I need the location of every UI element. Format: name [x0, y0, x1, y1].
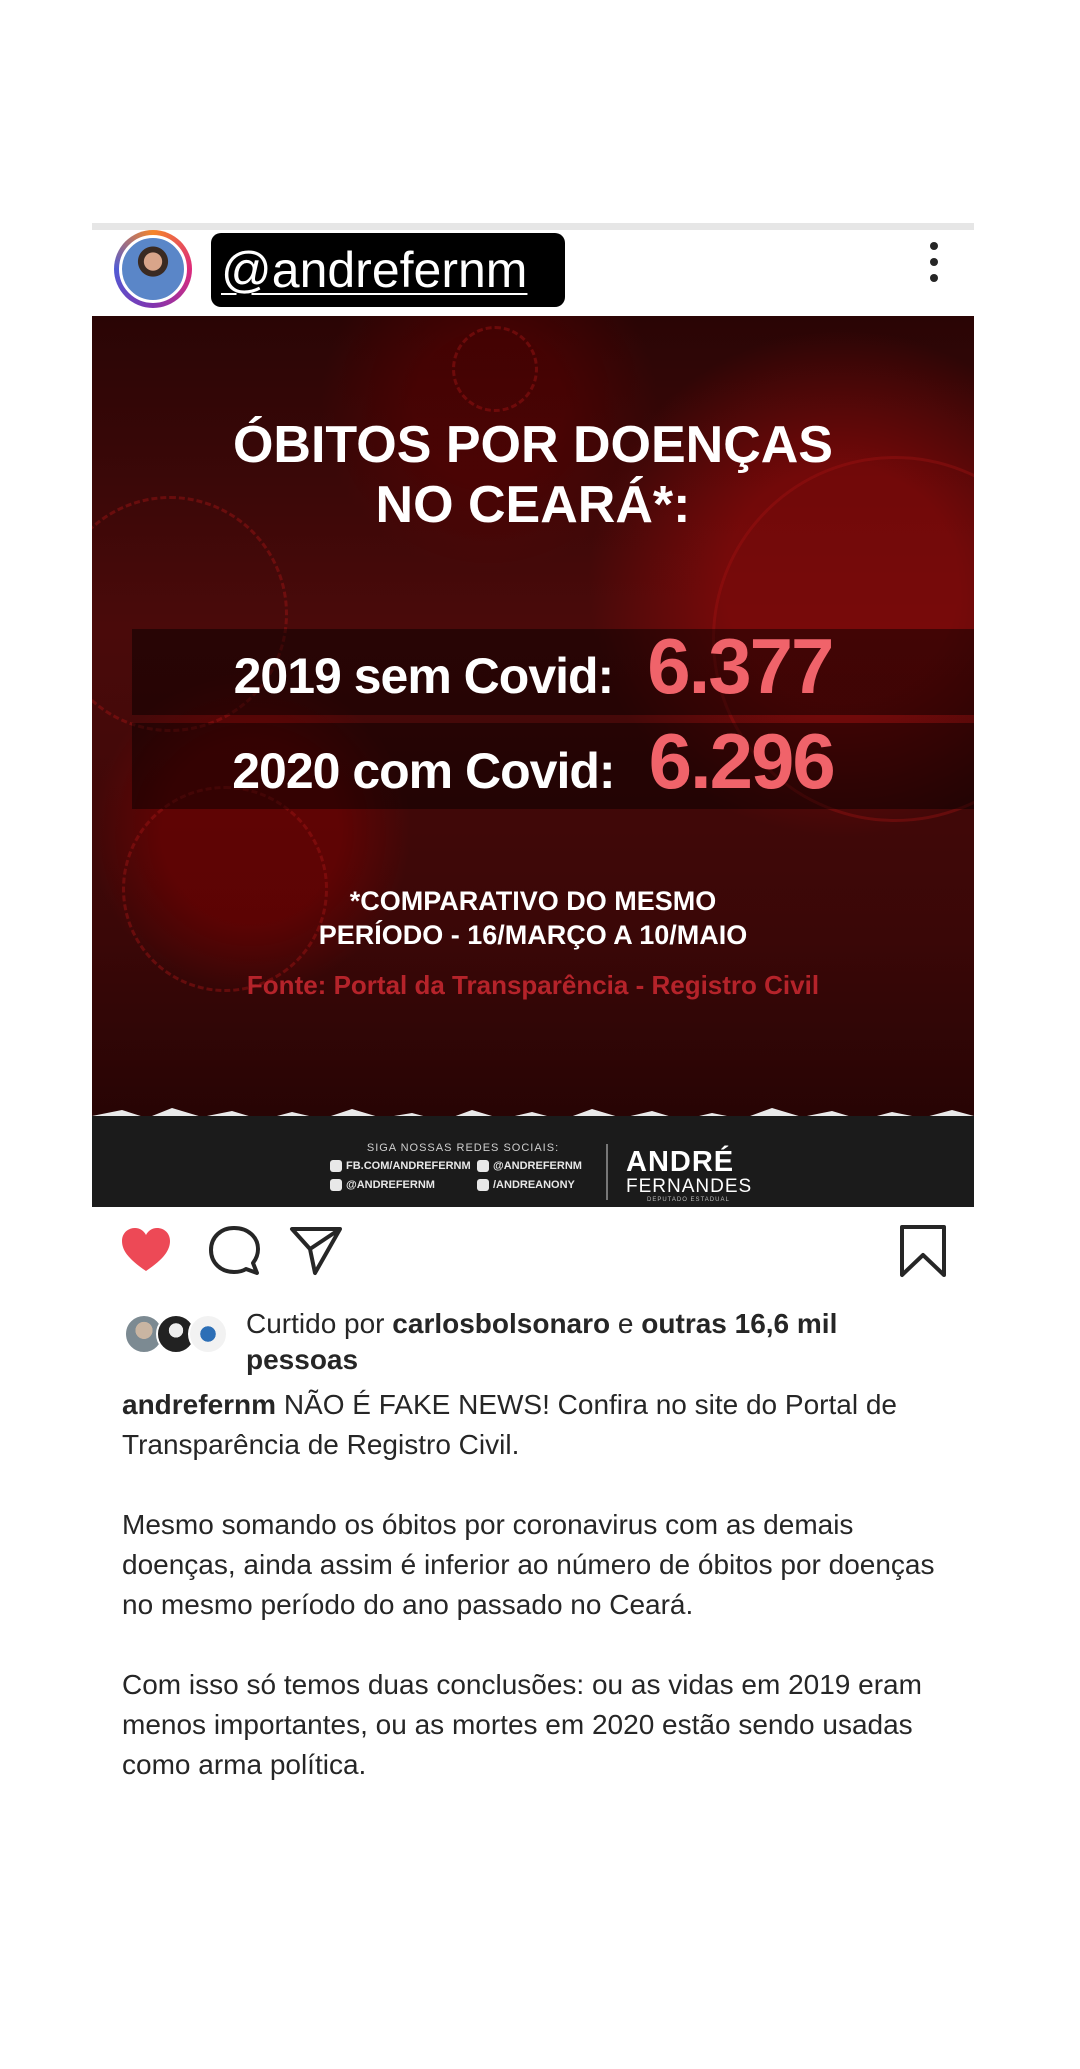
stat-label: 2020 com Covid:: [232, 743, 615, 799]
heart-icon[interactable]: [118, 1223, 174, 1279]
brand-role: DEPUTADO ESTADUAL: [647, 1197, 730, 1203]
caption-paragraph-2: Mesmo somando os óbitos por coronavirus com as demais doenças, ainda assim é inferior ao número de óbitos por doenças no mesmo período do ano passado no Ceará.: [122, 1509, 935, 1620]
youtube-link: [477, 1179, 575, 1191]
caption-paragraph-1: [122, 1385, 952, 1465]
likes-prefix: Curtido por: [246, 1308, 393, 1339]
instagram-text: @ANDREFERNM: [493, 1160, 582, 1172]
username-highlight[interactable]: [211, 233, 565, 307]
stat-label: 2019 sem Covid:: [233, 648, 614, 704]
likes-middle: e: [610, 1308, 642, 1339]
image-title-line1: ÓBITOS POR DOENÇAS: [232, 416, 833, 474]
social-title: SIGA NOSSAS REDES SOCIAIS:: [366, 1142, 560, 1154]
brand-name: ANDRÉ: [626, 1146, 735, 1178]
twitter-link: [330, 1179, 435, 1191]
virus-decoration: [452, 326, 538, 412]
liker-avatars: [124, 1314, 234, 1356]
top-divider: [92, 223, 974, 230]
source-note: Fonte: Portal da Transparência - Registro Civil: [246, 970, 820, 1000]
post-image[interactable]: [92, 316, 974, 1207]
stat-value: 6.296: [648, 717, 834, 805]
instagram-icon: [477, 1160, 489, 1172]
profile-avatar[interactable]: [114, 230, 192, 308]
instagram-link: [477, 1160, 582, 1172]
likes-suffix[interactable]: pessoas: [246, 1344, 359, 1375]
likes-others[interactable]: outras 16,6 mil: [641, 1308, 838, 1339]
post-caption: [122, 1385, 952, 1825]
stat-row-2019: [92, 621, 974, 712]
comparison-note-line1: *COMPARATIVO DO MESMO: [349, 886, 717, 916]
youtube-text: /ANDREANONY: [493, 1179, 575, 1191]
likes-text: [246, 1306, 946, 1378]
stat-value: 6.377: [647, 622, 833, 710]
action-bar: [92, 1223, 974, 1283]
facebook-text: FB.COM/ANDREFERNM: [346, 1160, 471, 1172]
liker-avatar: [188, 1314, 228, 1354]
twitter-icon: [330, 1179, 342, 1191]
comment-icon[interactable]: [206, 1223, 262, 1279]
username[interactable]: @andrefernm: [221, 242, 528, 298]
image-title-line2: NO CEARÁ*:: [375, 476, 691, 534]
youtube-icon: [477, 1179, 489, 1191]
image-footer: [92, 1116, 974, 1207]
avatar-image: [119, 235, 187, 303]
more-options-icon[interactable]: [928, 242, 940, 282]
share-icon[interactable]: [288, 1223, 344, 1279]
post-header: [92, 230, 974, 310]
caption-paragraph-3: Com isso só temos duas conclusões: ou as vidas em 2019 eram menos importantes, ou as mortes em 2020 estão sendo usadas como arma política.: [122, 1669, 922, 1780]
brand-surname: FERNANDES: [626, 1176, 753, 1197]
facebook-icon: [330, 1160, 342, 1172]
caption-author[interactable]: andrefernm: [122, 1389, 277, 1420]
stat-row-2020: [92, 716, 974, 807]
bookmark-icon[interactable]: [896, 1223, 952, 1279]
footer-divider: [606, 1144, 608, 1200]
twitter-text: @ANDREFERNM: [346, 1179, 435, 1191]
facebook-link: [330, 1160, 471, 1172]
caption-text-1: NÃO É FAKE NEWS! Confira no site do Portal de Transparência de Registro Civil.: [122, 1389, 897, 1460]
liker-username[interactable]: carlosbolsonaro: [392, 1308, 611, 1339]
comparison-note-line2: PERÍODO - 16/MARÇO A 10/MAIO: [318, 920, 748, 950]
